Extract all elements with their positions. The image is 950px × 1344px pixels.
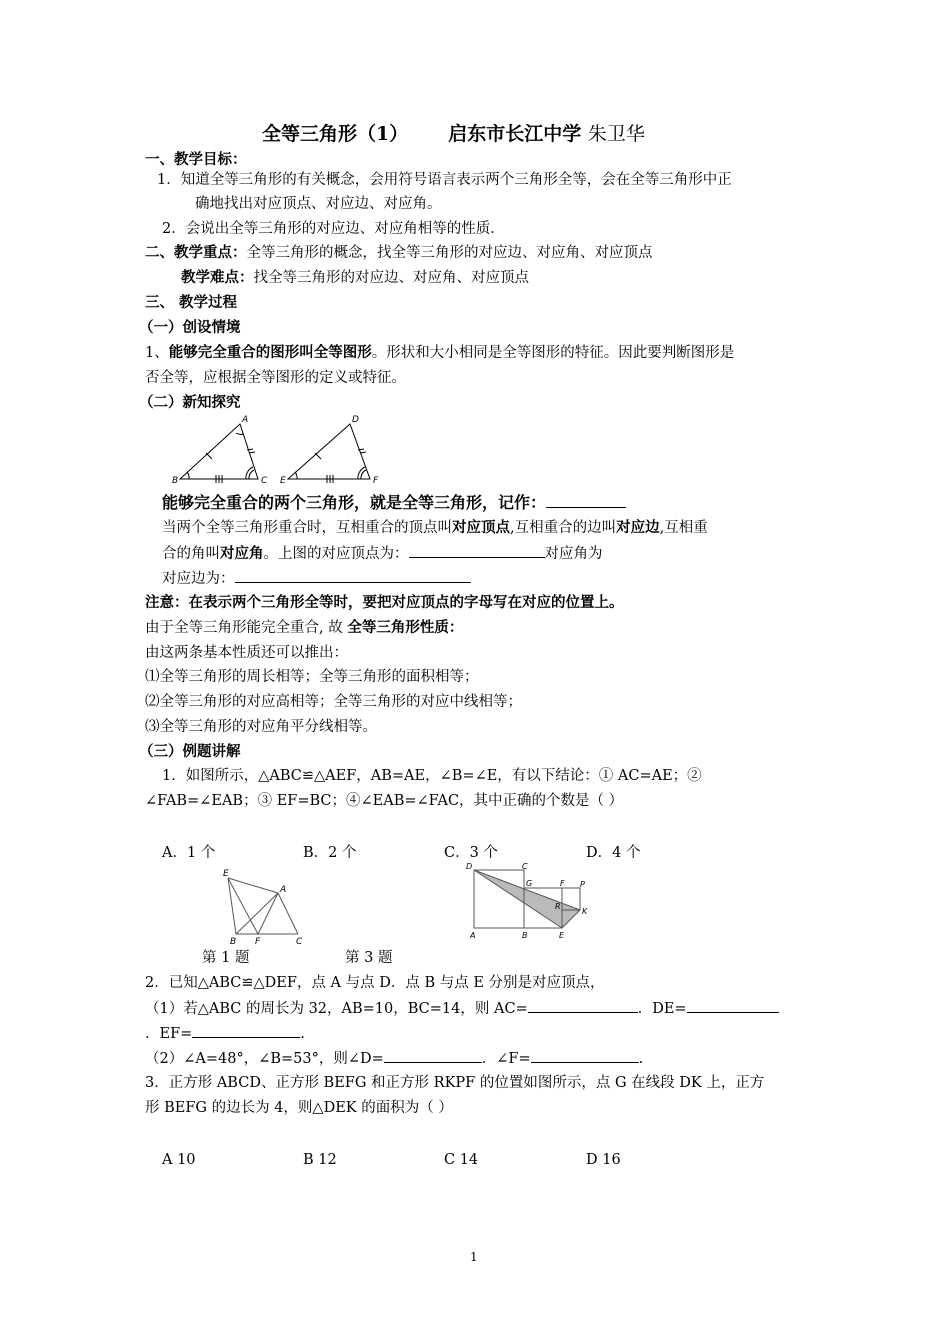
- f3-label-k: K: [582, 907, 588, 916]
- f1-label-f: F: [255, 937, 261, 946]
- note: 注意：在表示两个三角形全等时，要把对应顶点的字母写在对应的位置上。: [145, 594, 624, 611]
- f3-label-a: A: [470, 931, 476, 940]
- derive-line: 由这两条基本性质还可以推出：: [145, 645, 348, 661]
- q1-figure-caption: 第 1 题: [202, 950, 250, 966]
- page-number: 1: [470, 1250, 478, 1264]
- q2-line2: [145, 998, 779, 1019]
- objective-1b: 确地找出对应顶点、对应边、对应角。: [195, 196, 442, 212]
- q3-option-c[interactable]: C 14: [444, 1152, 479, 1168]
- property-line: [145, 618, 463, 638]
- difficulties-heading: 教学难点：: [181, 269, 254, 286]
- side-blank[interactable]: [235, 568, 471, 583]
- q2-line1: 2．已知△ABC≌△DEF，点 A 与点 D．点 B 与点 E 分别是对应顶点，: [145, 975, 605, 991]
- f3-label-b: B: [522, 931, 528, 940]
- term-corresponding-side: 对应边: [616, 519, 660, 536]
- q2-c2: .: [300, 1026, 305, 1042]
- derive-1: ⑴全等三角形的周长相等；全等三角形的面积相等；: [145, 669, 479, 685]
- ac-blank[interactable]: [528, 998, 638, 1013]
- label-a: A: [242, 415, 249, 425]
- q2-d2: ．∠F=: [481, 1051, 531, 1067]
- q3-figure-caption: 第 3 题: [345, 950, 393, 966]
- part1-heading: （一）创设情境: [139, 319, 241, 336]
- triangle-abc: [180, 424, 258, 483]
- q2-line3: [145, 1023, 305, 1044]
- part1-line2: 否全等，应根据全等图形的定义或特征。: [145, 370, 406, 386]
- l1a: 当两个全等三角形重合时，互相重合的顶点叫: [162, 520, 452, 536]
- q1-line1: 1．如图所示，△ABC≌△AEF，AB=AE，∠B=∠E，有以下结论：① AC=AE；②: [162, 768, 702, 784]
- f1-label-c: C: [296, 937, 303, 946]
- difficulties: [181, 268, 529, 288]
- term-corresponding-vertex: 对应顶点: [452, 519, 510, 536]
- objective-1a: 1．知道全等三角形的有关概念，会用符号语言表示两个三角形全等，会在全等三角形中正: [157, 172, 732, 188]
- f3-label-e: E: [559, 931, 565, 940]
- label-f: F: [373, 476, 379, 486]
- key-points-text: 全等三角形的概念，找全等三角形的对应边、对应角、对应顶点: [246, 245, 653, 261]
- q2-b1: （1）若△ABC 的周长为 32，AB=10，BC=14，则 AC=: [145, 1001, 528, 1017]
- l2c: 。上图的对应顶点为：: [263, 546, 409, 562]
- prop-a: 由于全等三角形能完全重合, 故: [145, 620, 348, 636]
- congruent-figure-def: 能够完全重合的图形叫全等图形: [168, 344, 372, 361]
- triangle-def: [288, 424, 370, 483]
- f3-label-p: P: [580, 880, 585, 889]
- part1-num: 1、: [145, 345, 169, 361]
- term-corresponding-angle: 对应角: [220, 545, 264, 562]
- process-heading: 三、 教学过程: [145, 294, 238, 311]
- f3-label-c: C: [522, 862, 528, 871]
- difficulties-text: 找全等三角形的对应边、对应角、对应顶点: [253, 270, 529, 286]
- q2-b2: ．DE=: [637, 1001, 687, 1017]
- key-points-heading: 二、教学重点：: [145, 244, 247, 261]
- q1-option-d[interactable]: D．4 个: [586, 845, 641, 861]
- correspondence-line3: [162, 568, 471, 589]
- f3-label-f: F: [560, 879, 565, 888]
- q3-option-a[interactable]: A 10: [162, 1152, 196, 1168]
- q1-option-c[interactable]: C．3 个: [444, 845, 498, 861]
- derive-3: ⑶全等三角形的对应角平分线相等。: [145, 719, 377, 735]
- l3: 对应边为：: [162, 571, 235, 587]
- part3-heading: （三）例题讲解: [139, 743, 241, 760]
- def-text: 能够完全重合的两个三角形，就是全等三角形，记作：: [162, 493, 547, 512]
- ef-blank[interactable]: [192, 1023, 300, 1038]
- l2d: 对应角为: [544, 546, 603, 562]
- congruent-triangle-def: [162, 493, 626, 513]
- part1-rest: 。形状和大小相同是全等图形的特征。因此要判断图形是: [371, 345, 735, 361]
- f3-label-g: G: [526, 879, 533, 888]
- l2a: 合的角叫: [162, 546, 220, 562]
- q2-c1: ．EF=: [145, 1026, 193, 1042]
- q3-figure: [462, 860, 592, 945]
- congruent-triangles-figure: [170, 413, 395, 488]
- f1-label-e: E: [223, 869, 229, 879]
- q2-d3: .: [638, 1051, 644, 1067]
- part2-heading: （二）新知探究: [139, 394, 241, 411]
- angle-d-blank[interactable]: [384, 1048, 482, 1063]
- correspondence-line2: [162, 543, 603, 564]
- q3-option-b[interactable]: B 12: [303, 1152, 337, 1168]
- q3-option-d[interactable]: D 16: [586, 1152, 621, 1168]
- property-heading: 全等三角形性质：: [347, 619, 464, 636]
- part1-line1: [145, 343, 734, 363]
- notation-blank[interactable]: [546, 493, 626, 508]
- correspondence-line1: [162, 518, 708, 538]
- l1e: ,互相重: [659, 520, 708, 536]
- de-blank[interactable]: [687, 998, 779, 1013]
- q2-line4: [145, 1048, 643, 1069]
- f3-label-r: R: [555, 902, 561, 911]
- page-title: [262, 124, 645, 144]
- q1-option-a[interactable]: A．1 个: [162, 845, 216, 861]
- angle-f-blank[interactable]: [531, 1048, 639, 1063]
- objectives-heading: 一、教学目标：: [145, 151, 247, 168]
- title-author: 朱卫华: [587, 123, 645, 145]
- q3-line2: 形 BEFG 的边长为 4，则△DEK 的面积为（ ）: [145, 1100, 453, 1116]
- q2-d1: （2）∠A=48°，∠B=53°，则∠D=: [145, 1051, 384, 1067]
- title-main: 全等三角形（1）: [262, 123, 409, 145]
- label-d: D: [352, 415, 359, 425]
- label-c: C: [261, 476, 268, 486]
- vertex-blank[interactable]: [409, 543, 545, 558]
- key-points: [145, 243, 653, 263]
- objective-2: 2．会说出全等三角形的对应边、对应角相等的性质．: [162, 221, 505, 237]
- q1-option-b[interactable]: B．2 个: [303, 845, 357, 861]
- label-e: E: [280, 476, 286, 486]
- q1-figure: [218, 866, 308, 946]
- f3-label-d: D: [466, 862, 473, 871]
- label-b: B: [172, 476, 179, 486]
- q1-line2: ∠FAB=∠EAB；③ EF=BC；④∠EAB=∠FAC，其中正确的个数是（ ）: [145, 793, 624, 809]
- f1-label-b: B: [230, 937, 237, 946]
- f1-label-a: A: [280, 885, 287, 895]
- l1c: ,互相重合的边叫: [510, 520, 617, 536]
- title-school: 启东市长江中学: [448, 123, 582, 145]
- q3-line1: 3．正方形 ABCD、正方形 BEFG 和正方形 RKPF 的位置如图所示，点 G 在线段 DK 上，正方: [145, 1075, 765, 1091]
- derive-2: ⑵全等三角形的对应高相等；全等三角形的对应中线相等；: [145, 694, 522, 710]
